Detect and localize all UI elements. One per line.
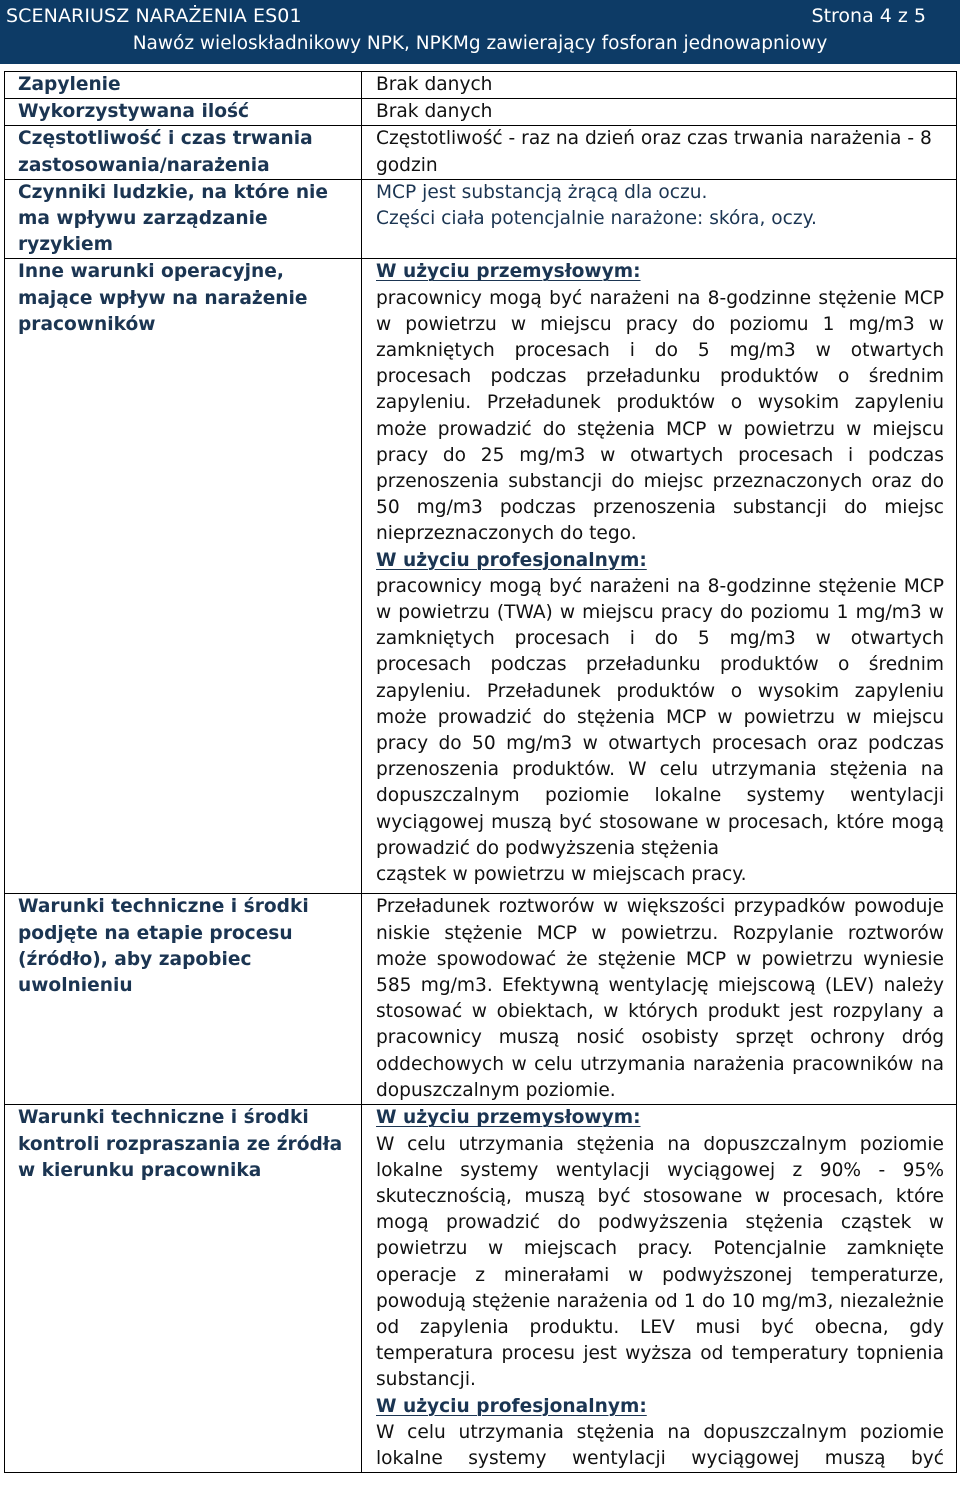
- professional-use-heading: W użyciu profesjonalnym:: [376, 549, 647, 571]
- row-value-technical-source: Przeładunek roztworów w większości przypadków powoduje niskie stężenie MCP w powietrzu. Rozpylanie roztworów może spowodować że stężenie MCP w powietrzu wyniesie 585 mg/m3. Efektywną wentylację miejscową (LEV) należy stosować w obiektach, w których produkt jest rozpylany a pracownicy muszą nosić osobisty sprzęt ochrony dróg oddechowych w celu utrzymania narażenia pracowników na dopuszczalnym poziomie.: [362, 894, 957, 1105]
- row-label-amount: Wykorzystywana ilość: [5, 99, 362, 126]
- human-factors-line-2: Części ciała potencjalnie narażone: skóra, oczy.: [376, 208, 817, 230]
- row-label-other-conditions: Inne warunki operacyjne, mające wpływ na narażenie pracowników: [5, 259, 362, 894]
- table-row: [5, 259, 957, 894]
- page-number: Strona 4 z 5: [811, 5, 926, 27]
- industrial-use-text-2: W celu utrzymania stężenia na dopuszczalnym poziomie lokalne systemy wentylacji wyciągowej z 90% - 95% skutecznością, muszą być stosowane w procesach, które mogą prowadzić do podwyższenia stężenia cząstek w powietrzu w miejscach pracy. Potencjalnie zamknięte operacje z minerałami w podwyższonej temperaturze, powodują stężenie narażenia od 1 do 10 mg/m3, niezależnie od zapylenia produktu. LEV musi być obecna, gdy temperatura procesu jest wyższa od temperatury topnienia substancji.: [376, 1133, 944, 1391]
- row-value-human-factors: [362, 179, 957, 259]
- row-value-frequency: Częstotliwość - raz na dzień oraz czas trwania narażenia - 8 godzin: [362, 126, 957, 179]
- table-row: [5, 126, 957, 179]
- table-row: [5, 1105, 957, 1473]
- row-label-technical-source: Warunki techniczne i środki podjęte na etapie procesu (źródło), aby zapobiec uwolnieniu: [5, 894, 362, 1105]
- industrial-use-text: pracownicy mogą być narażeni na 8-godzinne stężenie MCP w powietrzu w miejscu pracy do poziomu 1 mg/m3 w zamkniętych procesach i do 5 mg/m3 w otwartych procesach podczas przeładunku produktów o średnim zapyleniu. Przeładunek produktów o wysokim zapyleniu może prowadzić do stężenia MCP w powietrzu w miejscu pracy do 25 mg/m3 w otwartych procesach i podczas przenoszenia substancji do miejsc przeznaczonych oraz do 50 mg/m3 podczas przenoszenia substancji do miejsc nieprzeznaczonych do tego.: [376, 287, 944, 545]
- table-row: [5, 894, 957, 1105]
- industrial-use-heading-2: W użyciu przemysłowym:: [376, 1107, 641, 1129]
- table-row: [5, 179, 957, 259]
- scenario-title: SCENARIUSZ NARAŻENIA ES01: [6, 5, 302, 27]
- professional-use-text-tail: cząstek w powietrzu w miejscach pracy.: [376, 864, 747, 886]
- document-header: [0, 0, 960, 64]
- table-row: [5, 72, 957, 99]
- professional-use-text-2: W celu utrzymania stężenia na dopuszczalnym poziomie lokalne systemy wentylacji wyciągowej muszą być: [376, 1421, 944, 1470]
- row-value-dust: Brak danych: [362, 72, 957, 99]
- row-label-human-factors: Czynniki ludzkie, na które nie ma wpływu zarządzanie ryzykiem: [5, 179, 362, 259]
- exposure-table: [4, 71, 957, 1473]
- industrial-use-heading: W użyciu przemysłowym:: [376, 261, 641, 283]
- human-factors-line-1: MCP jest substancją żrącą dla oczu.: [376, 181, 708, 203]
- row-value-amount: Brak danych: [362, 99, 957, 126]
- professional-use-text: pracownicy mogą być narażeni na 8-godzinne stężenie MCP w powietrzu (TWA) w miejscu pracy do poziomu 1 mg/m3 w zamkniętych procesach i do 5 mg/m3 w otwartych procesach podczas przeładunku produktów o średnim zapyleniu. Przeładunek produktów o wysokim zapyleniu może prowadzić do stężenia MCP w powietrzu w miejscu pracy do 50 mg/m3 w otwartych procesach oraz podczas przenoszenia produktów. W celu utrzymania stężenia na dopuszczalnym poziomie lokalne systemy wentylacji wyciągowej muszą być stosowane w procesach, które mogą prowadzić do podwyższenia stężenia: [376, 575, 944, 859]
- row-label-dust: Zapylenie: [5, 72, 362, 99]
- row-label-frequency: Częstotliwość i czas trwania zastosowania/narażenia: [5, 126, 362, 179]
- table-row: [5, 99, 957, 126]
- professional-use-heading-2: W użyciu profesjonalnym:: [376, 1395, 647, 1417]
- product-subtitle: Nawóz wieloskładnikowy NPK, NPKMg zawierający fosforan jednowapniowy: [132, 33, 828, 54]
- row-label-technical-dispersion: Warunki techniczne i środki kontroli rozpraszania ze źródła w kierunku pracownika: [5, 1105, 362, 1473]
- row-value-technical-dispersion: [362, 1105, 957, 1473]
- row-value-other-conditions: [362, 259, 957, 894]
